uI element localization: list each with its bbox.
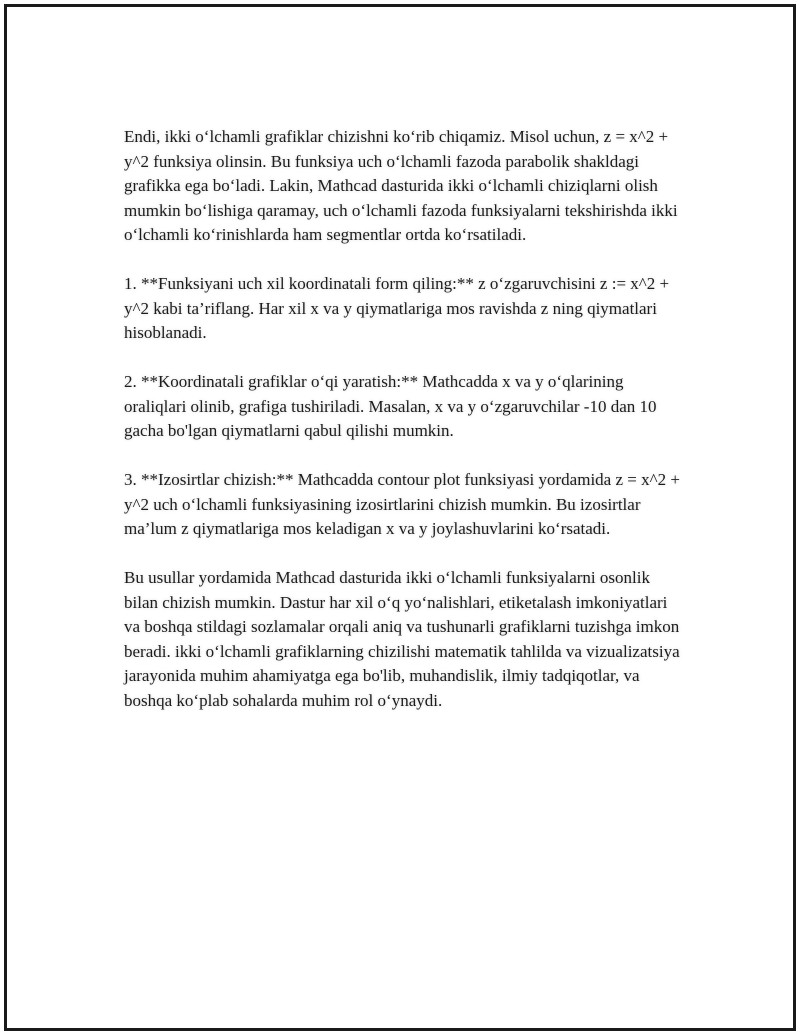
step-1-paragraph: 1. **Funksiyani uch xil koordinatali form qiling:** z o‘zgaruvchisini z := x^2 + y^2 kabi ta’riflang. Har xil x va y qiymatlariga mos ravishda z ning qiymatlari hisoblanadi.: [124, 274, 670, 342]
intro-paragraph: Endi, ikki o‘lchamli grafiklar chizishni ko‘rib chiqamiz. Misol uchun, z = x^2 + y^2 funksiya olinsin. Bu funksiya uch o‘lchamli fazoda parabolik shakldagi grafikka ega bo‘ladi. Lakin, Mathcad dasturida ikki o‘lchamli chiziqlarni olish mumkin bo‘lishiga qaramay, uch o‘lchamli fazoda funksiyalarni tekshirishda ikki o‘lchamli ko‘rinishlarda ham segmentlar ortda ko‘rsatiladi.: [124, 127, 678, 244]
step-2-paragraph: 2. **Koordinatali grafiklar o‘qi yaratish:** Mathcadda x va y o‘qlarining oraliqlari olinib, grafiga tushiriladi. Masalan, x va y o‘zgaruvchilar -10 dan 10 gacha bo'lgan qiymatlarni qabul qilishi mumkin.: [124, 372, 657, 440]
page-frame: [4, 4, 796, 1031]
step-3-paragraph: 3. **Izosirtlar chizish:** Mathcadda contour plot funksiyasi yordamida z = x^2 + y^2 uch o‘lchamli funksiyasining izosirtlarini chizish mumkin. Bu izosirtlar ma’lum z qiymatlariga mos keladigan x va y joylashuvlarini ko‘rsatadi.: [124, 470, 680, 538]
conclusion-paragraph: Bu usullar yordamida Mathcad dasturida ikki o‘lchamli funksiyalarni osonlik bilan chizish mumkin. Dastur har xil o‘q yo‘nalishlari, etiketalash imkoniyatlari va boshqa stildagi sozlamalar orqali aniq va tushunarli grafiklarni tuzishga imkon beradi. ikki o‘lchamli grafiklarning chizilishi matematik tahlilda va vizualizatsiya jarayonida muhim ahamiyatga ega bo'lib, muhandislik, ilmiy tadqiqotlar, va boshqa ko‘plab sohalarda muhim rol o‘ynaydi.: [124, 568, 680, 710]
document-body: [124, 125, 684, 738]
